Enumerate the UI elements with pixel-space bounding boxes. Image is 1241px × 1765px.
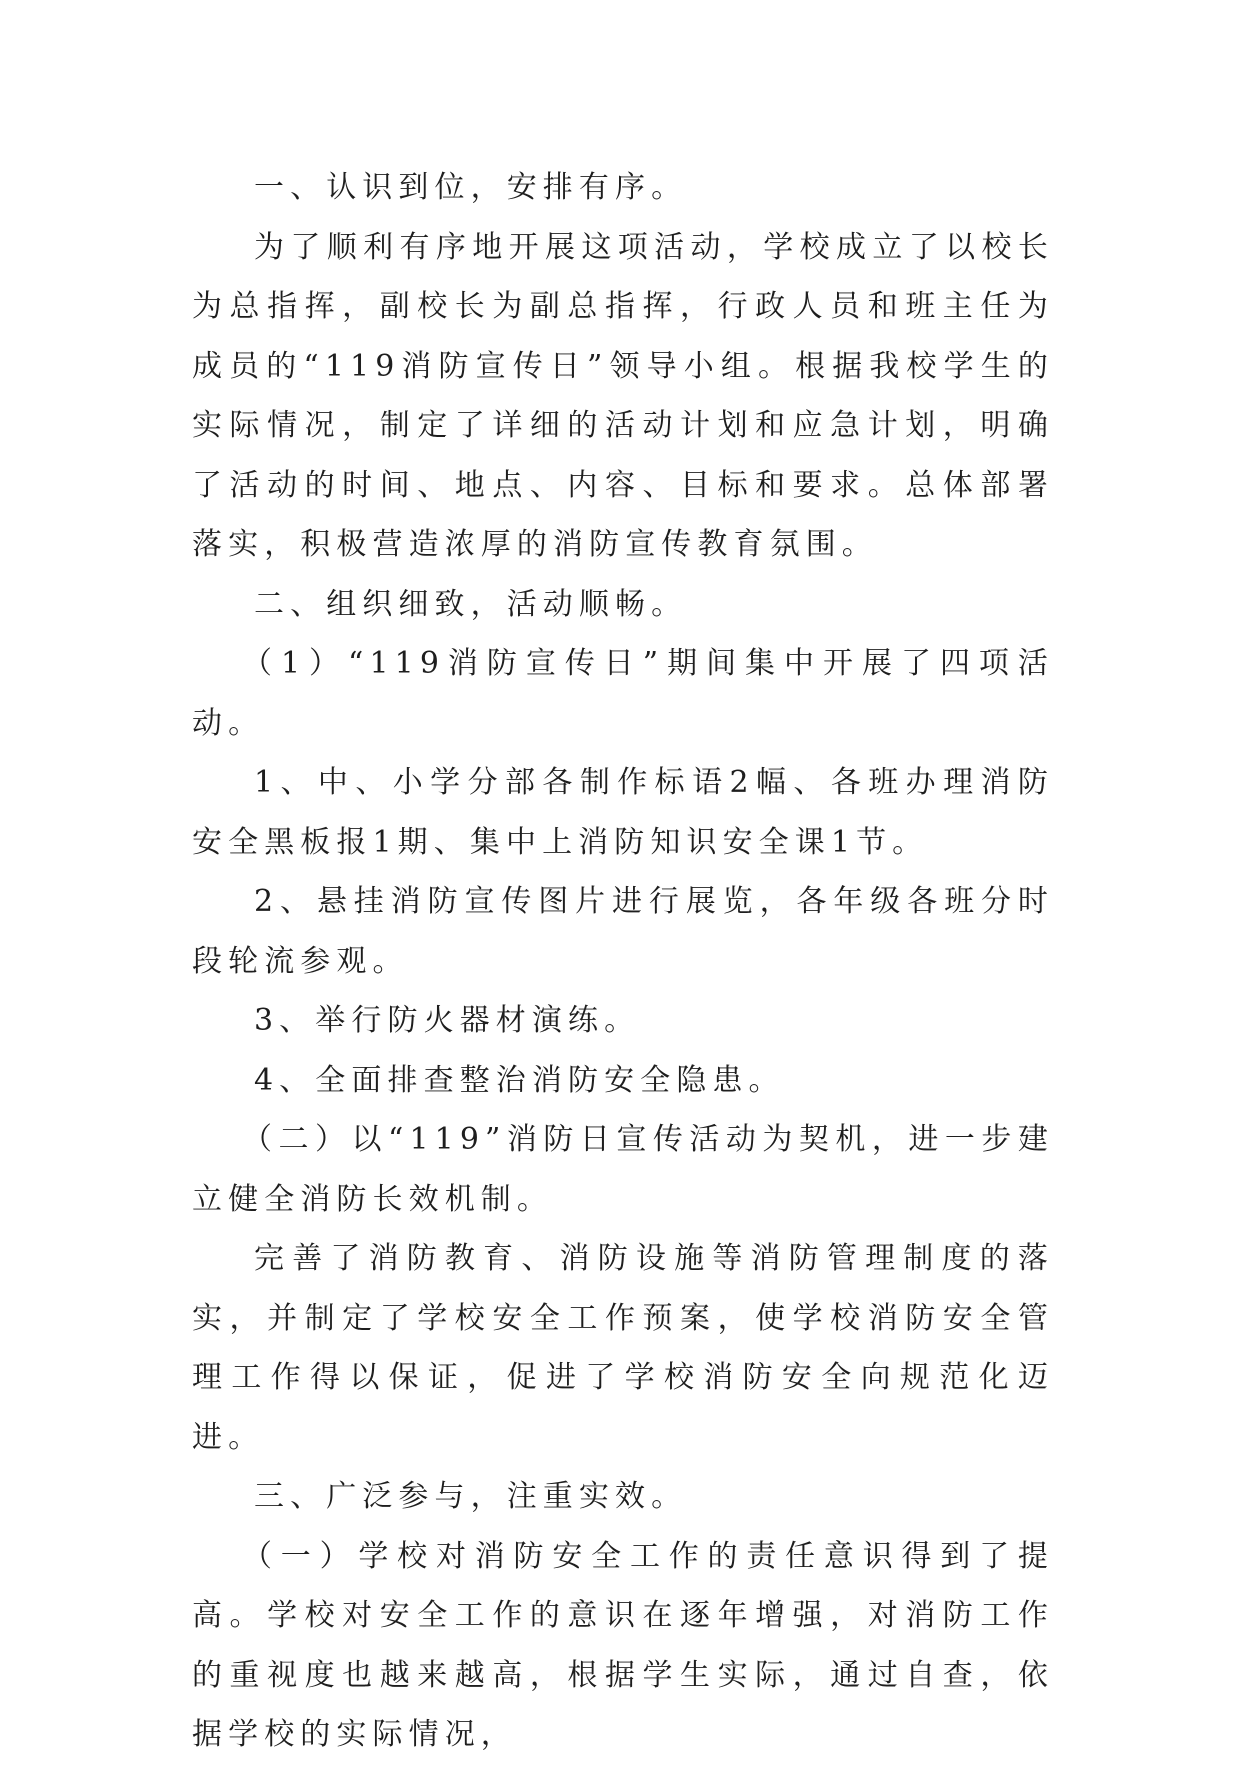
sub-heading: （1）“119消防宣传日”期间集中开展了四项活动。 [192,646,1054,741]
list-item: 1、中、小学分部各制作标语2幅、各班办理消防安全黑板报1期、集中上消防知识安全课1节。 [192,765,1054,860]
document-page [192,158,1054,1765]
list-item: 2、悬挂消防宣传图片进行展览，各年级各班分时段轮流参观。 [192,884,1054,979]
body-paragraph: （一）学校对消防安全工作的责任意识得到了提高。学校对安全工作的意识在逐年增强，对消防工作的重视度也越来越高，根据学生实际，通过自查，依据学校的实际情况， [192,1538,1054,1752]
list-item: 4、全面排查整治消防安全隐患。 [254,1062,785,1098]
section-heading-1: 一、认识到位，安排有序。 [254,170,688,205]
sub-heading: （二）以“119”消防日宣传活动为契机，进一步建立健全消防长效机制。 [192,1122,1054,1217]
body-paragraph: 为了顺利有序地开展这项活动，学校成立了以校长为总指挥，副校长为副总指挥，行政人员和班主任为成员的“119消防宣传日”领导小组。根据我校学生的实际情况，制定了详细的活动计划和应急计划，明确了活动的时间、地点、内容、目标和要求。总体部署落实，积极营造浓厚的消防宣传教育氛围。 [192,229,1054,562]
list-item: 3、举行防火器材演练。 [254,1003,641,1038]
section-heading-2: 二、组织细致，活动顺畅。 [254,586,688,622]
section-heading-3: 三、广泛参与，注重实效。 [254,1479,688,1514]
body-paragraph: 完善了消防教育、消防设施等消防管理制度的落实，并制定了学校安全工作预案，使学校消防安全管理工作得以保证，促进了学校消防安全向规范化迈进。 [192,1241,1054,1455]
